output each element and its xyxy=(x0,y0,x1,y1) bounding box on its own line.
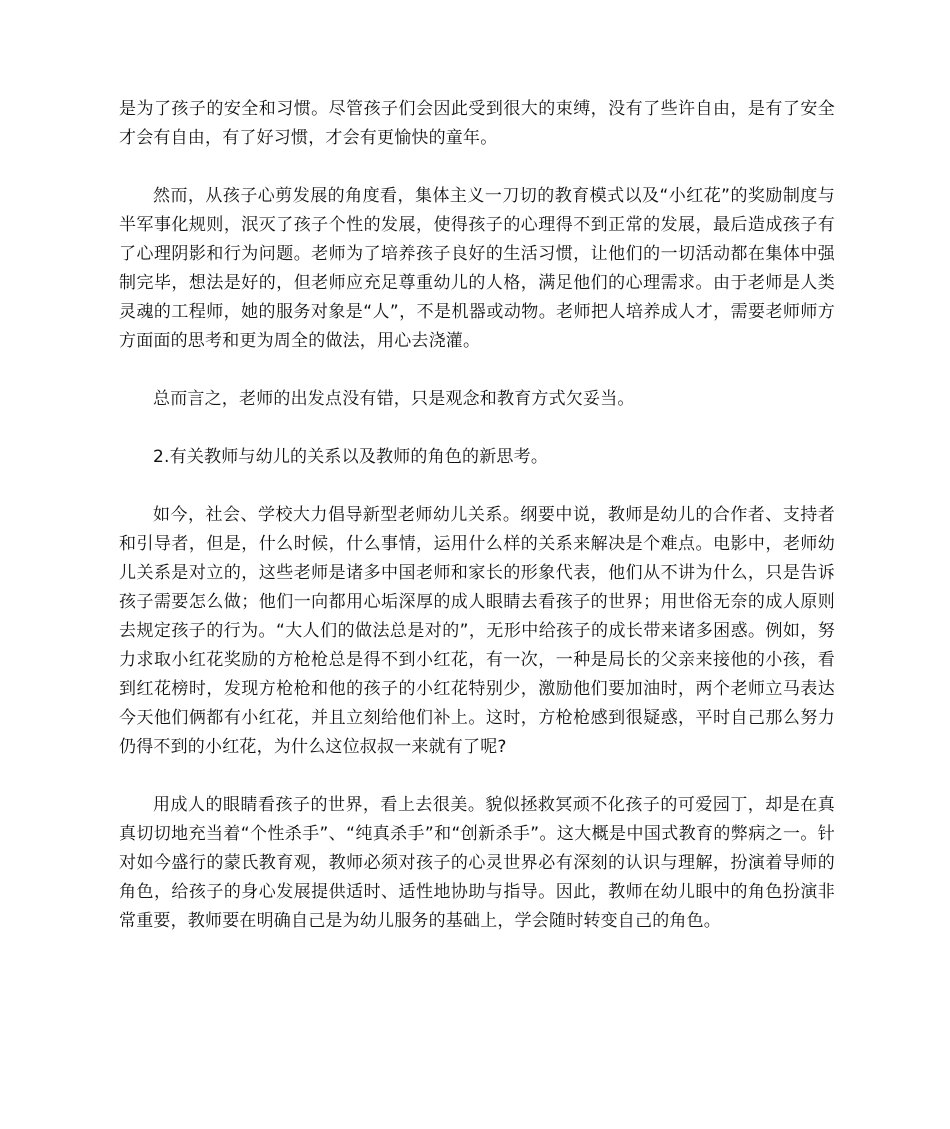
paragraph-3: 总而言之，老师的出发点没有错，只是观念和教育方式欠妥当。 xyxy=(153,389,635,409)
paragraph-6: 用成人的眼睛看孩子的世界，看上去很美。貌似拯救冥顽不化孩子的可爱园丁，却是在真真切切地充当着“个性杀手”、“纯真杀手”和“创新杀手”。这大概是中国式教育的弊病之一。针对如今盛行的蒙氏教育观，教师必须对孩子的心灵世界必有深刻的认识与理解，扮演着导师的角色，给孩子的身心发展提供适时、适性地协助与指导。因此，教师在幼儿眼中的角色扮演非常重要，教师要在明确自己是为幼儿服务的基础上，学会随时转变自己的角色。 xyxy=(119,795,835,931)
paragraph-1: 是为了孩子的安全和习惯。尽管孩子们会因此受到很大的束缚，没有了些许自由，是有了安全才会有自由，有了好习惯，才会有更愉快的童年。 xyxy=(119,99,835,148)
section-heading: 2.有关教师与幼儿的关系以及教师的角色的新思考。 xyxy=(153,447,549,467)
paragraph-5: 如今，社会、学校大力倡导新型老师幼儿关系。纲要中说，教师是幼儿的合作者、支持者和引导者，但是，什么时候，什么事情，运用什么样的关系来解决是个难点。电影中，老师幼儿关系是对立的，这些老师是诸多中国老师和家长的形象代表，他们从不讲为什么，只是告诉孩子需要怎么做；他们一向都用心垢深厚的成人眼睛去看孩子的世界；用世俗无奈的成人原则去规定孩子的行为。“大人们的做法总是对的”，无形中给孩子的成长带来诸多困惑。例如，努力求取小红花奖励的方枪枪总是得不到小红花，有一次，一种是局长的父亲来接他的小孩，看到红花榜时，发现方枪枪和他的孩子的小红花特别少，激励他们要加油时，两个老师立马表达今天他们俩都有小红花，并且立刻给他们补上。这时，方枪枪感到很疑惑，平时自己那么努力仍得不到的小红花，为什么这位叔叔一来就有了呢? xyxy=(119,505,835,757)
document-body xyxy=(119,95,835,965)
paragraph-2: 然而，从孩子心剪发展的角度看，集体主义一刀切的教育模式以及“小红花”的奖励制度与半军事化规则，泯灭了孩子个性的发展，使得孩子的心理得不到正常的发展，最后造成孩子有了心理阴影和行为问题。老师为了培养孩子良好的生活习惯，让他们的一切活动都在集体中强制完毕，想法是好的，但老师应充足尊重幼儿的人格，满足他们的心理需求。由于老师是人类灵魂的工程师，她的服务对象是“人”，不是机器或动物。老师把人培养成人才，需要老师师方方面面的思考和更为周全的做法，用心去浇灌。 xyxy=(119,186,835,351)
